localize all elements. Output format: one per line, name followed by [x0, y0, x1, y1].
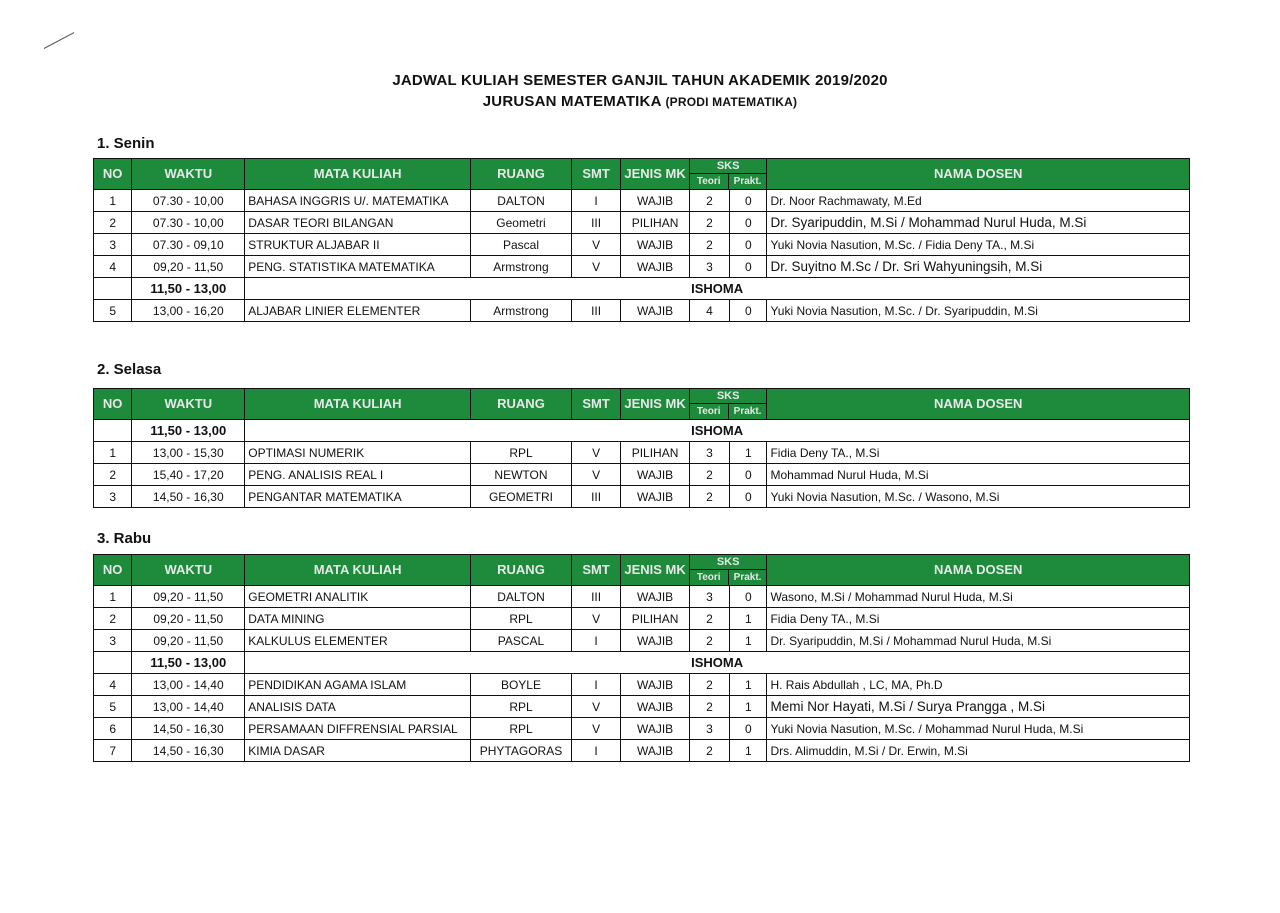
break-row: [94, 420, 1190, 442]
cell-jenis-mk: WAJIB: [621, 718, 690, 740]
cell-jenis-mk: WAJIB: [621, 674, 690, 696]
header-no: NO: [94, 389, 132, 420]
cell-nama-dosen: Yuki Novia Nasution, M.Sc. / Dr. Syaripuddin, M.Si: [767, 300, 1190, 322]
header-smt: SMT: [571, 159, 620, 190]
cell-nama-dosen: Mohammad Nurul Huda, M.Si: [767, 464, 1190, 486]
cell-nama-dosen: Fidia Deny TA., M.Si: [767, 442, 1190, 464]
table-header-row: [94, 159, 1190, 190]
cell-no: 2: [94, 464, 132, 486]
day-title: 1. Senin: [97, 135, 155, 152]
cell-ruang: Pascal: [471, 234, 572, 256]
header-nama-dosen: NAMA DOSEN: [767, 389, 1190, 420]
scan-pen-mark: [44, 32, 74, 49]
header-mata-kuliah: MATA KULIAH: [245, 159, 471, 190]
cell-smt: V: [571, 464, 620, 486]
header-sks-label: SKS: [690, 159, 767, 174]
cell-no: 1: [94, 586, 132, 608]
header-sks: [689, 159, 767, 190]
cell-jenis-mk: PILIHAN: [621, 608, 690, 630]
cell-jenis-mk: WAJIB: [621, 486, 690, 508]
header-nama-dosen: NAMA DOSEN: [767, 159, 1190, 190]
cell-jenis-mk: WAJIB: [621, 234, 690, 256]
header-mata-kuliah: MATA KULIAH: [245, 389, 471, 420]
table-row: [94, 212, 1190, 234]
cell-nama-dosen: Wasono, M.Si / Mohammad Nurul Huda, M.Si: [767, 586, 1190, 608]
cell-jenis-mk: WAJIB: [621, 586, 690, 608]
cell-mata-kuliah: PENGANTAR MATEMATIKA: [245, 486, 471, 508]
cell-jenis-mk: PILIHAN: [621, 442, 690, 464]
document-subtitle: [0, 91, 1280, 113]
cell-jenis-mk: WAJIB: [621, 696, 690, 718]
cell-prakt: 0: [730, 190, 767, 212]
header-mata-kuliah: MATA KULIAH: [245, 555, 471, 586]
cell-ruang: RPL: [471, 442, 572, 464]
cell-mata-kuliah: PERSAMAAN DIFFRENSIAL PARSIAL: [245, 718, 471, 740]
cell-nama-dosen: Yuki Novia Nasution, M.Sc. / Wasono, M.Si: [767, 486, 1190, 508]
cell-prakt: 0: [730, 718, 767, 740]
sks-subheaders: [690, 174, 767, 190]
cell-prakt: 0: [730, 234, 767, 256]
table-row: [94, 464, 1190, 486]
header-waktu: WAKTU: [132, 159, 245, 190]
cell-nama-dosen: Fidia Deny TA., M.Si: [767, 608, 1190, 630]
cell-teori: 2: [689, 190, 729, 212]
cell-smt: I: [571, 674, 620, 696]
cell-jenis-mk: WAJIB: [621, 630, 690, 652]
cell-waktu: 13,00 - 16,20: [132, 300, 245, 322]
cell-smt: III: [571, 586, 620, 608]
cell-jenis-mk: WAJIB: [621, 464, 690, 486]
cell-prakt: 1: [730, 674, 767, 696]
cell-nama-dosen: Dr. Noor Rachmawaty, M.Ed: [767, 190, 1190, 212]
header-no: NO: [94, 159, 132, 190]
cell-prakt: 0: [730, 586, 767, 608]
document-header: [0, 70, 1280, 113]
cell-waktu: 07.30 - 09,10: [132, 234, 245, 256]
table-row: [94, 442, 1190, 464]
header-waktu: WAKTU: [132, 555, 245, 586]
cell-smt: V: [571, 442, 620, 464]
cell-prakt: 0: [730, 486, 767, 508]
header-sks: [689, 555, 767, 586]
table-row: [94, 486, 1190, 508]
cell-ruang: GEOMETRI: [471, 486, 572, 508]
cell-ruang: PASCAL: [471, 630, 572, 652]
cell-teori: 4: [689, 300, 729, 322]
cell-waktu: 09,20 - 11,50: [132, 630, 245, 652]
header-sks-label: SKS: [690, 555, 767, 570]
cell-prakt: 0: [730, 256, 767, 278]
cell-prakt: 0: [730, 212, 767, 234]
cell-jenis-mk: PILIHAN: [621, 212, 690, 234]
table-row: [94, 718, 1190, 740]
day-title: 2. Selasa: [97, 361, 162, 378]
cell-mata-kuliah: PENG. STATISTIKA MATEMATIKA: [245, 256, 471, 278]
cell-mata-kuliah: PENG. ANALISIS REAL I: [245, 464, 471, 486]
cell-teori: 2: [689, 486, 729, 508]
header-jenis-mk: JENIS MK: [621, 389, 690, 420]
cell-nama-dosen: Dr. Suyitno M.Sc / Dr. Sri Wahyuningsih, M.Si: [767, 256, 1190, 278]
cell-prakt: 0: [730, 300, 767, 322]
table-header-row: [94, 389, 1190, 420]
cell-no: 3: [94, 630, 132, 652]
table-row: [94, 190, 1190, 212]
break-row: [94, 278, 1190, 300]
header-jenis-mk: JENIS MK: [621, 555, 690, 586]
cell-ruang: RPL: [471, 718, 572, 740]
header-nama-dosen: NAMA DOSEN: [767, 555, 1190, 586]
schedule-table: [93, 388, 1190, 508]
cell-smt: V: [571, 696, 620, 718]
header-ruang: RUANG: [471, 389, 572, 420]
cell-teori: 2: [689, 608, 729, 630]
header-prakt: Prakt.: [728, 404, 767, 420]
cell-smt: III: [571, 212, 620, 234]
cell-nama-dosen: Dr. Syaripuddin, M.Si / Mohammad Nurul Huda, M.Si: [767, 212, 1190, 234]
cell-jenis-mk: WAJIB: [621, 190, 690, 212]
cell-prakt: 1: [730, 740, 767, 762]
sks-subheaders: [690, 570, 767, 586]
cell-no: 7: [94, 740, 132, 762]
break-label: ISHOMA: [245, 420, 1190, 442]
cell-teori: 2: [689, 234, 729, 256]
table-row: [94, 674, 1190, 696]
table-row: [94, 630, 1190, 652]
cell-waktu: 09,20 - 11,50: [132, 256, 245, 278]
cell-mata-kuliah: PENDIDIKAN AGAMA ISLAM: [245, 674, 471, 696]
cell-ruang: BOYLE: [471, 674, 572, 696]
header-no: NO: [94, 555, 132, 586]
cell-jenis-mk: WAJIB: [621, 256, 690, 278]
cell-mata-kuliah: KIMIA DASAR: [245, 740, 471, 762]
header-ruang: RUANG: [471, 159, 572, 190]
header-teori: Teori: [696, 572, 721, 583]
cell-prakt: 1: [730, 442, 767, 464]
schedule-table: [93, 158, 1190, 322]
cell-teori: 2: [689, 630, 729, 652]
cell-mata-kuliah: DATA MINING: [245, 608, 471, 630]
cell-teori: 3: [689, 718, 729, 740]
cell-ruang: DALTON: [471, 586, 572, 608]
table-row: [94, 256, 1190, 278]
cell-smt: III: [571, 300, 620, 322]
cell-no: 5: [94, 300, 132, 322]
break-no-cell: [94, 420, 132, 442]
cell-smt: V: [571, 234, 620, 256]
cell-no: 3: [94, 234, 132, 256]
header-smt: SMT: [571, 555, 620, 586]
cell-waktu: 14,50 - 16,30: [132, 718, 245, 740]
cell-no: 1: [94, 442, 132, 464]
schedule-table: [93, 554, 1190, 762]
break-label: ISHOMA: [245, 278, 1190, 300]
cell-prakt: 1: [730, 608, 767, 630]
cell-no: 4: [94, 674, 132, 696]
sks-subheaders: [690, 404, 767, 420]
header-waktu: WAKTU: [132, 389, 245, 420]
table-row: [94, 300, 1190, 322]
cell-waktu: 13,00 - 14,40: [132, 674, 245, 696]
cell-jenis-mk: WAJIB: [621, 300, 690, 322]
cell-nama-dosen: H. Rais Abdullah , LC, MA, Ph.D: [767, 674, 1190, 696]
cell-no: 5: [94, 696, 132, 718]
header-teori: Teori: [696, 406, 721, 417]
break-no-cell: [94, 652, 132, 674]
cell-mata-kuliah: ANALISIS DATA: [245, 696, 471, 718]
cell-mata-kuliah: STRUKTUR ALJABAR II: [245, 234, 471, 256]
sks-header-group: [690, 389, 767, 419]
cell-ruang: Armstrong: [471, 256, 572, 278]
table-row: [94, 586, 1190, 608]
cell-ruang: Geometri: [471, 212, 572, 234]
cell-smt: III: [571, 486, 620, 508]
cell-jenis-mk: WAJIB: [621, 740, 690, 762]
cell-nama-dosen: Yuki Novia Nasution, M.Sc. / Fidia Deny TA., M.Si: [767, 234, 1190, 256]
cell-teori: 2: [689, 740, 729, 762]
document-title: JADWAL KULIAH SEMESTER GANJIL TAHUN AKADEMIK 2019/2020: [392, 72, 888, 89]
cell-ruang: PHYTAGORAS: [471, 740, 572, 762]
cell-no: 4: [94, 256, 132, 278]
cell-mata-kuliah: ALJABAR LINIER ELEMENTER: [245, 300, 471, 322]
cell-smt: I: [571, 190, 620, 212]
cell-no: 2: [94, 212, 132, 234]
cell-teori: 2: [689, 696, 729, 718]
cell-mata-kuliah: OPTIMASI NUMERIK: [245, 442, 471, 464]
break-no-cell: [94, 278, 132, 300]
cell-waktu: 13,00 - 14,40: [132, 696, 245, 718]
cell-mata-kuliah: GEOMETRI ANALITIK: [245, 586, 471, 608]
cell-waktu: 09,20 - 11,50: [132, 608, 245, 630]
sks-header-group: [690, 555, 767, 585]
cell-smt: I: [571, 740, 620, 762]
cell-no: 6: [94, 718, 132, 740]
cell-nama-dosen: Memi Nor Hayati, M.Si / Surya Prangga , M.Si: [767, 696, 1190, 718]
break-time: 11,50 - 13,00: [132, 420, 245, 442]
cell-ruang: NEWTON: [471, 464, 572, 486]
cell-ruang: DALTON: [471, 190, 572, 212]
cell-waktu: 14,50 - 16,30: [132, 486, 245, 508]
cell-no: 2: [94, 608, 132, 630]
cell-waktu: 13,00 - 15,30: [132, 442, 245, 464]
cell-smt: V: [571, 718, 620, 740]
cell-teori: 3: [689, 586, 729, 608]
cell-nama-dosen: Dr. Syaripuddin, M.Si / Mohammad Nurul Huda, M.Si: [767, 630, 1190, 652]
cell-teori: 3: [689, 442, 729, 464]
break-label: ISHOMA: [245, 652, 1190, 674]
cell-prakt: 0: [730, 464, 767, 486]
header-smt: SMT: [571, 389, 620, 420]
cell-nama-dosen: Yuki Novia Nasution, M.Sc. / Mohammad Nurul Huda, M.Si: [767, 718, 1190, 740]
subtitle-main: JURUSAN MATEMATIKA: [482, 93, 662, 110]
table-row: [94, 740, 1190, 762]
cell-no: 3: [94, 486, 132, 508]
cell-prakt: 1: [730, 630, 767, 652]
cell-teori: 3: [689, 256, 729, 278]
header-jenis-mk: JENIS MK: [621, 159, 690, 190]
header-sks: [689, 389, 767, 420]
sks-header-group: [690, 159, 767, 189]
table-row: [94, 234, 1190, 256]
header-ruang: RUANG: [471, 555, 572, 586]
break-row: [94, 652, 1190, 674]
header-prakt: Prakt.: [728, 570, 767, 586]
header-teori: Teori: [696, 176, 721, 187]
table-row: [94, 696, 1190, 718]
subtitle-small: (PRODI MATEMATIKA): [665, 95, 798, 109]
cell-waktu: 14,50 - 16,30: [132, 740, 245, 762]
cell-smt: V: [571, 256, 620, 278]
day-title: 3. Rabu: [97, 530, 152, 547]
cell-mata-kuliah: KALKULUS ELEMENTER: [245, 630, 471, 652]
cell-teori: 2: [689, 464, 729, 486]
header-sks-label: SKS: [690, 389, 767, 404]
break-time: 11,50 - 13,00: [132, 652, 245, 674]
cell-waktu: 07.30 - 10,00: [132, 212, 245, 234]
cell-nama-dosen: Drs. Alimuddin, M.Si / Dr. Erwin, M.Si: [767, 740, 1190, 762]
cell-waktu: 07.30 - 10,00: [132, 190, 245, 212]
cell-waktu: 15,40 - 17,20: [132, 464, 245, 486]
cell-ruang: RPL: [471, 608, 572, 630]
cell-teori: 2: [689, 212, 729, 234]
cell-prakt: 1: [730, 696, 767, 718]
cell-no: 1: [94, 190, 132, 212]
cell-smt: I: [571, 630, 620, 652]
cell-mata-kuliah: DASAR TEORI BILANGAN: [245, 212, 471, 234]
cell-teori: 2: [689, 674, 729, 696]
table-header-row: [94, 555, 1190, 586]
break-time: 11,50 - 13,00: [132, 278, 245, 300]
cell-smt: V: [571, 608, 620, 630]
cell-mata-kuliah: BAHASA INGGRIS U/. MATEMATIKA: [245, 190, 471, 212]
cell-waktu: 09,20 - 11,50: [132, 586, 245, 608]
cell-ruang: RPL: [471, 696, 572, 718]
cell-ruang: Armstrong: [471, 300, 572, 322]
table-row: [94, 608, 1190, 630]
header-prakt: Prakt.: [728, 174, 767, 190]
